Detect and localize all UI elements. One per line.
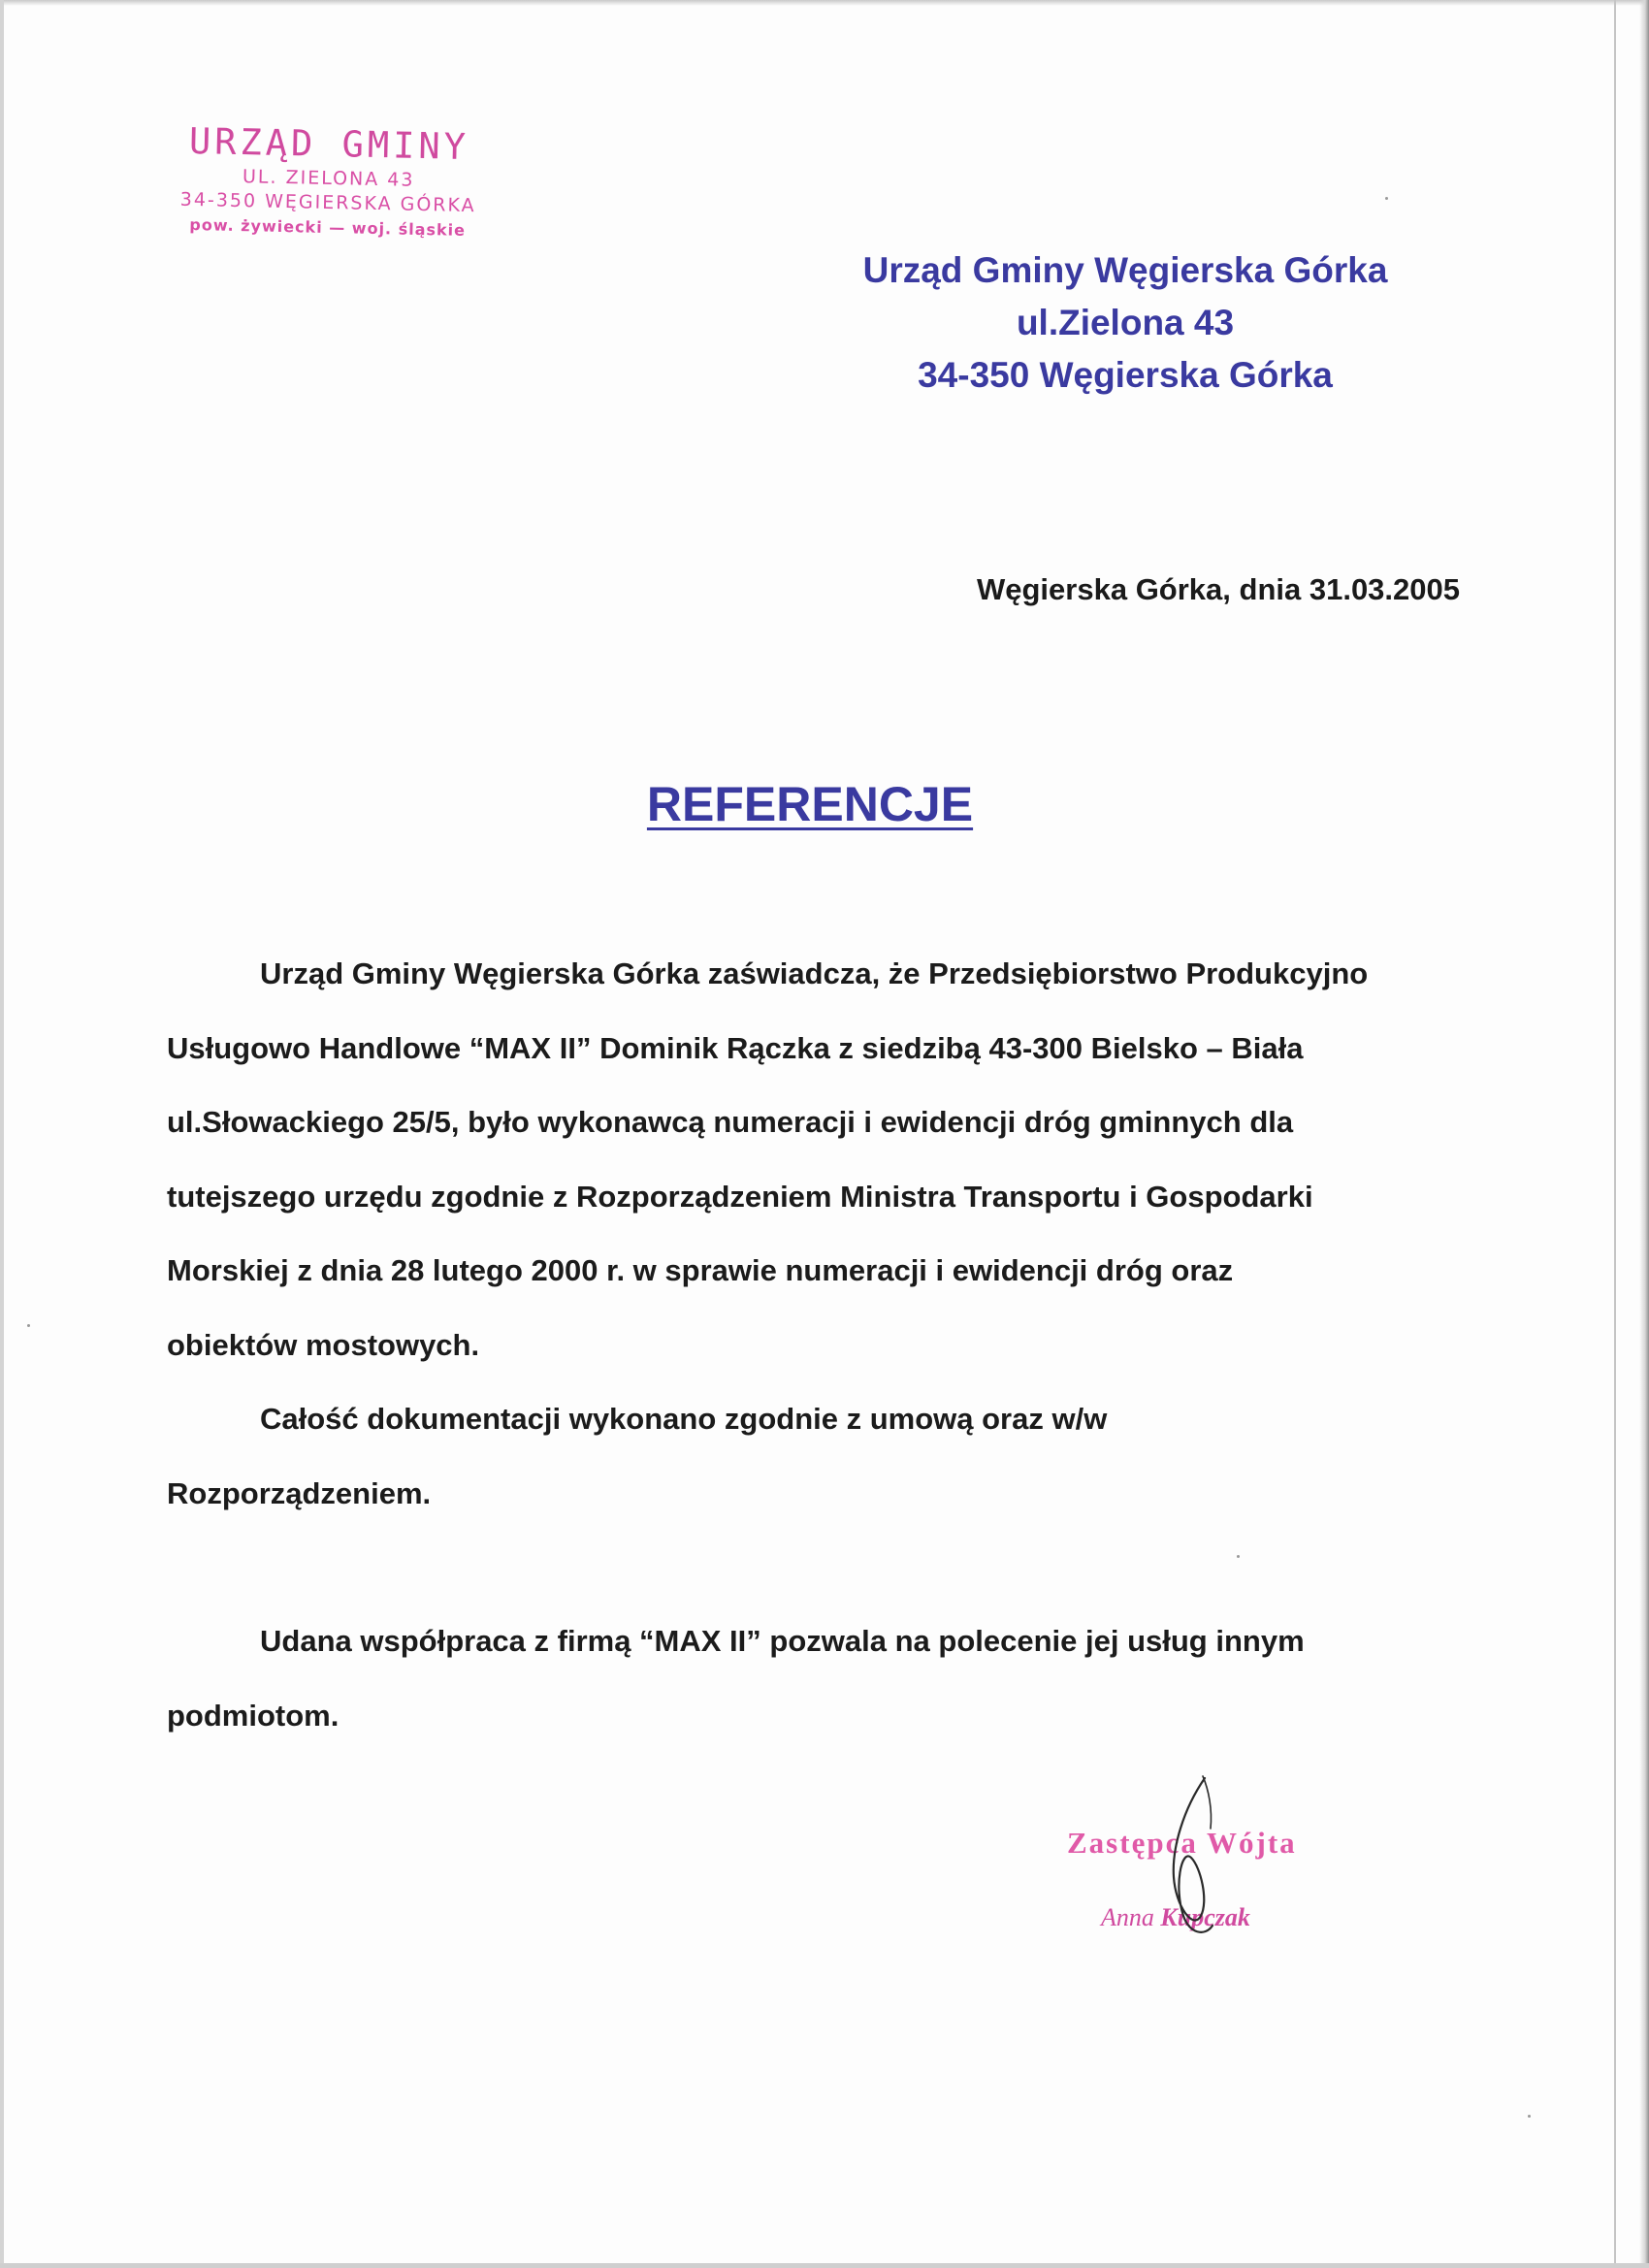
- scan-edge-top: [0, 0, 1649, 6]
- recipient-address: [757, 244, 1494, 402]
- paragraph-1-line-3: ul.Słowackiego 25/5, było wykonawcą numeracji i ewidencji dróg gminnych dla: [167, 1105, 1294, 1139]
- paragraph-gap: [167, 1531, 1467, 1604]
- recipient-line-3: 34-350 Węgierska Górka: [918, 355, 1333, 395]
- document-title-wrapper: [0, 776, 1620, 832]
- paragraph-1-line-4: tutejszego urzędu zgodnie z Rozporządzeniem Ministra Transportu i Gospodarki: [167, 1179, 1313, 1214]
- date-line: Węgierska Górka, dnia 31.03.2005: [977, 572, 1460, 606]
- paragraph-2-line-2: Rozporządzeniem.: [167, 1475, 432, 1510]
- paragraph-1-line-1: Urząd Gminy Węgierska Górka zaświadcza, że Przedsiębiorstwo Produkcyjno: [260, 956, 1369, 990]
- recipient-line-2: ul.Zielona 43: [1016, 303, 1235, 342]
- stamp-street: UL. ZIELONA 43: [242, 166, 415, 191]
- paragraph-1-line-6: obiektów mostowych.: [167, 1327, 480, 1362]
- stamp-title: URZĄD GMINY: [188, 119, 470, 168]
- letter-body: [167, 937, 1467, 1753]
- signature-last-name: Kupczak: [1160, 1903, 1250, 1931]
- office-stamp: [143, 118, 513, 243]
- scan-edge-right: [1639, 0, 1649, 2268]
- paragraph-2-line-1: Całość dokumentacji wykonano zgodnie z umową oraz w/w: [260, 1402, 1108, 1436]
- scan-edge-left: [0, 0, 4, 2268]
- scan-speck: [27, 1324, 30, 1327]
- scan-fold-line: [1614, 0, 1616, 2268]
- paragraph-1-line-2: Usługowo Handlowe “MAX II” Dominik Rączka z siedzibą 43-300 Bielsko – Biała: [167, 1030, 1304, 1065]
- paragraph-3-line-1: Udana współpraca z firmą “MAX II” pozwala na polecenie jej usług innym: [260, 1624, 1305, 1658]
- paragraph-3-line-2: podmiotom.: [167, 1698, 340, 1733]
- scan-edge-bottom: [0, 2263, 1649, 2268]
- handwritten-signature: [1145, 1770, 1242, 1945]
- paragraph-1-line-5: Morskiej z dnia 28 lutego 2000 r. w sprawie numeracji i ewidencji dróg oraz: [167, 1253, 1234, 1287]
- signature-title-stamp: Zastępca Wójta: [1067, 1826, 1297, 1860]
- signature-first-name: Anna: [1101, 1903, 1154, 1931]
- recipient-line-1: Urząd Gminy Węgierska Górka: [862, 250, 1388, 290]
- scan-speck: [1237, 1555, 1240, 1558]
- scan-speck: [1528, 2115, 1531, 2118]
- scan-speck: [1385, 197, 1388, 200]
- stamp-region: pow. żywiecki — woj. śląskie: [189, 214, 467, 240]
- stamp-city: 34-350 WĘGIERSKA GÓRKA: [179, 188, 476, 217]
- document-title: REFERENCJE: [646, 777, 974, 831]
